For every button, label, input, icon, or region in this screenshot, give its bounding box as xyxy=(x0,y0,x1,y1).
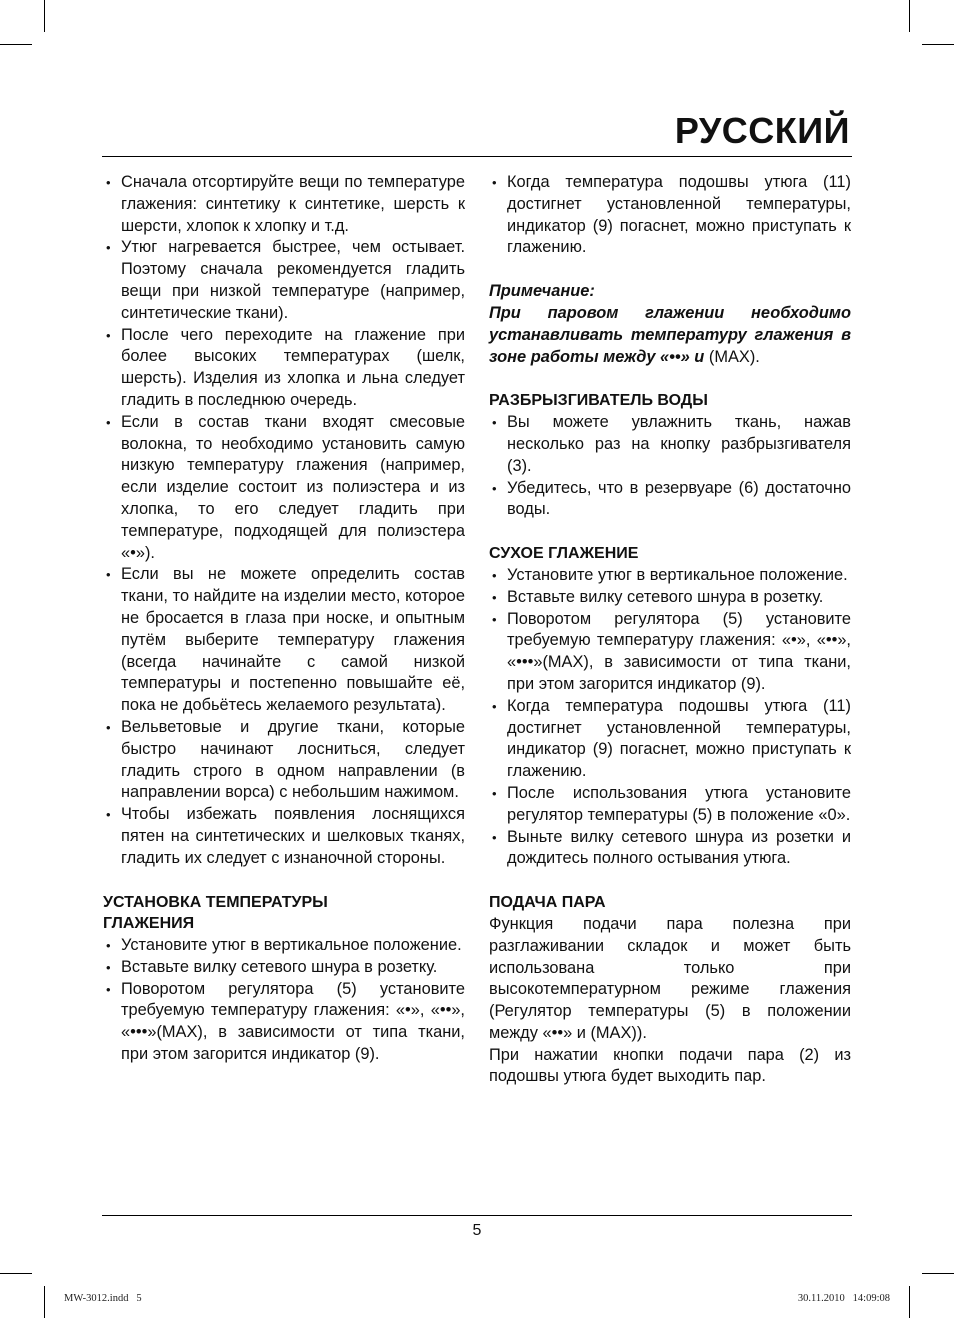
list-item: • Поворотом регулятора (5) установите требуемую температуру глажения: «•», «••», «•••»(MAX), в зависимости от типа ткани, при этом загорится индикатор (9). xyxy=(103,979,465,1066)
list-item: • Выньте вилку сетевого шнура из розетки и дождитесь полного остывания утюга. xyxy=(489,827,851,871)
section-heading-steam: ПОДАЧА ПАРА xyxy=(489,894,606,912)
list-item: • После чего переходите на глажение при более высоких температурах (шелк, шерсть). Изделия из хлопка и льна следует гладить в последнюю очередь. xyxy=(103,325,465,412)
list-item: • Вы можете увлажнить ткань, нажав несколько раз на кнопку разбрызгивателя (3). xyxy=(489,412,851,477)
crop-mark xyxy=(0,1273,32,1274)
note-label: Примечание: xyxy=(489,282,595,301)
list-item: • Убедитесь, что в резервуаре (6) достаточно воды. xyxy=(489,478,851,522)
list-item: • Утюг нагревается быстрее, чем остывает. Поэтому сначала рекомендуется гладить вещи при низкой температуре (например, синтетические ткани). xyxy=(103,237,465,324)
list-item: • Когда температура подошвы утюга (11) достигнет установленной температуры, индикатор (9) погаснет, можно приступать к глажению. xyxy=(489,172,851,259)
section-heading-sprayer: РАЗБРЫЗГИВАТЕЛЬ ВОДЫ xyxy=(489,392,708,410)
page-number: 5 xyxy=(472,1222,482,1239)
list-item: • Установите утюг в вертикальное положение. xyxy=(489,565,851,587)
list-item: • Чтобы избежать появления лоснящихся пятен на синтетических и шелковых тканях, гладить их следует с изнаночной стороны. xyxy=(103,804,465,869)
note-text xyxy=(489,303,851,368)
list-item: • Сначала отсортируйте вещи по температуре глажения: синтетику к синтетике, шерсть к шерсти, хлопок к хлопку и т.д. xyxy=(103,172,465,237)
list-item: • Когда температура подошвы утюга (11) достигнет установленной температуры, индикатор (9) погаснет, можно приступать к глажению. xyxy=(489,696,851,783)
crop-mark xyxy=(44,0,45,32)
temperature-steps-list xyxy=(103,935,465,1066)
section-heading-temperature: УСТАНОВКА ТЕМПЕРАТУРЫ ГЛАЖЕНИЯ xyxy=(103,893,328,933)
ready-steps-list xyxy=(489,172,851,259)
note-tail: (MAX). xyxy=(704,347,760,366)
crop-mark xyxy=(909,1286,910,1318)
ironing-tips-list xyxy=(103,172,465,870)
page-title: РУССКИЙ xyxy=(674,110,850,151)
list-item: • После использования утюга установите регулятор температуры (5) в положение «0». xyxy=(489,783,851,827)
list-item: • Если в состав ткани входят смесовые волокна, то необходимо установить самую низкую температуру глажения (например, если изделие состоит из полиэстера и из хлопка, то его следует гладить при температуре, подходящей для полиэстера «•»). xyxy=(103,412,465,565)
steam-paragraph: Функция подачи пара полезна при разглаживании складок и может быть использована только при высокотемпературном режиме глажения (Регулятор температуры (5) в положении между «••» и (MAX)). xyxy=(489,914,851,1042)
header-rule xyxy=(102,156,852,157)
note-emphasis: При паровом глажении необходимо устанавливать температуру глажения в зоне работы между «••» и xyxy=(489,303,851,366)
steam-paragraph: При нажатии кнопки подачи пара (2) из подошвы утюга будет выходить пар. xyxy=(489,1045,851,1086)
left-column xyxy=(103,172,465,1066)
crop-mark xyxy=(922,1273,954,1274)
crop-mark xyxy=(44,1286,45,1318)
dry-ironing-list xyxy=(489,565,851,870)
list-item: • Вельветовые и другие ткани, которые быстро начинают лосниться, следует гладить строго в одном направлении (в направлении ворса) с небольшим нажимом. xyxy=(103,717,465,804)
crop-mark xyxy=(0,44,32,45)
footer-rule xyxy=(102,1215,852,1216)
right-column xyxy=(489,172,851,1088)
slug-timestamp: 30.11.2010 14:09:08 xyxy=(797,1293,890,1304)
crop-mark xyxy=(909,0,910,32)
sprayer-list xyxy=(489,412,851,521)
section-heading-dry-ironing: СУХОЕ ГЛАЖЕНИЕ xyxy=(489,545,639,563)
list-item: • Поворотом регулятора (5) установите требуемую температуру глажения: «•», «••», «•••»(MAX), в зависимости от типа ткани, при этом загорится индикатор (9). xyxy=(489,609,851,696)
list-item: • Установите утюг в вертикальное положение. xyxy=(103,935,465,957)
list-item: • Если вы не можете определить состав ткани, то найдите на изделии место, которое не бросается в глаза при носке, и опытным путём выберите температуру глажения (всегда начинайте с самой низкой температуры и постепенно повышайте её, пока не добьётесь желаемого результата). xyxy=(103,564,465,717)
slug-filename: MW-3012.indd 5 xyxy=(64,1293,142,1304)
list-item: • Вставьте вилку сетевого шнура в розетку. xyxy=(103,957,465,979)
list-item: • Вставьте вилку сетевого шнура в розетку. xyxy=(489,587,851,609)
crop-mark xyxy=(922,44,954,45)
